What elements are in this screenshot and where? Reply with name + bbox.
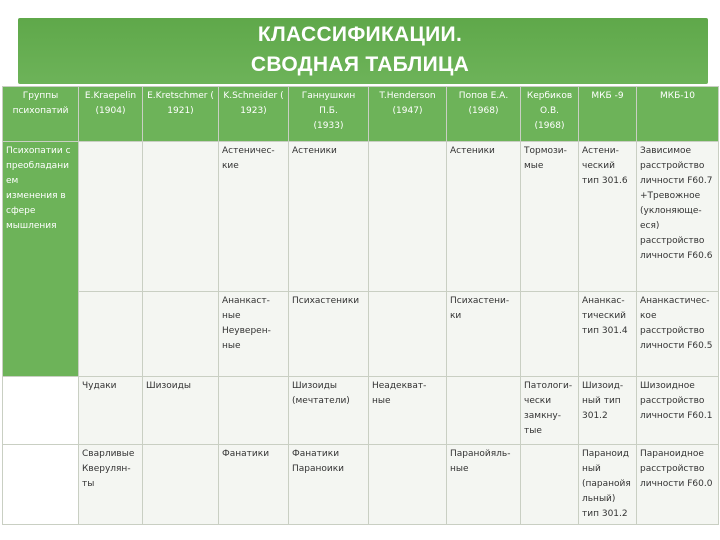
table-cell: Зависимое расстройство личности F60.7 +Тревожное (уклоняюще- еся) расстройство личности F60.6 [637,142,719,292]
col-header-kerbikov: Кербиков О.В. (1968) [521,87,579,142]
table-cell [219,377,289,445]
col-header-icd9: МКБ -9 [579,87,637,142]
table-cell [369,142,447,292]
table-cell: Ананкаст- ные Неуверен- ные [219,292,289,377]
table-cell: Астени- ческий тип 301.6 [579,142,637,292]
table-cell: Неадекват- ные [369,377,447,445]
table-cell: Чудаки [79,377,143,445]
table-cell: Фанатики [219,445,289,525]
table-cell [79,142,143,292]
col-header-icd10: МКБ-10 [637,87,719,142]
table-cell: Астеники [289,142,369,292]
table-row [3,377,719,445]
table-cell: Фанатики Параноики [289,445,369,525]
table-cell [521,445,579,525]
title-line-1: КЛАССИФИКАЦИИ. [257,23,463,46]
classification-table [2,86,719,525]
table-cell [369,445,447,525]
table-cell: Шизоидное расстройство личности F60.1 [637,377,719,445]
table-row [3,445,719,525]
col-header-kraepelin: E.Kraepelin (1904) [79,87,143,142]
table-cell: Ананкастичес- кое расстройство личности F60.5 [637,292,719,377]
col-header-popov: Попов Е.А. (1968) [447,87,521,142]
group-label-cell: Психопатии с преобладани ем изменения в сфере мышления [3,142,79,377]
table-cell [143,445,219,525]
table-cell [369,292,447,377]
table-cell: Патологи- чески замкну- тые [521,377,579,445]
page-title [0,20,720,80]
table-cell: Сварливые Кверулян- ты [79,445,143,525]
table-cell [447,377,521,445]
table-cell: Шизоид- ный тип 301.2 [579,377,637,445]
table-cell: Паранойяль- ные [447,445,521,525]
col-header-kretschmer: E.Kretschmer ( 1921) [143,87,219,142]
table-cell: Астеничес- кие [219,142,289,292]
col-header-gannushkin: Ганнушкин П.Б. (1933) [289,87,369,142]
table-cell: Тормози- мые [521,142,579,292]
table-cell [143,292,219,377]
table-cell: Психастеники [289,292,369,377]
table-cell [521,292,579,377]
col-header-schneider: K.Schneider ( 1923) [219,87,289,142]
col-header-groups: Группы психопатий [3,87,79,142]
table-cell: Астеники [447,142,521,292]
table-cell [3,445,79,525]
table-cell: Психастени- ки [447,292,521,377]
table-cell [79,292,143,377]
table-cell: Ананкас- тический тип 301.4 [579,292,637,377]
table-cell: Параноид ный (паранойя льный) тип 301.2 [579,445,637,525]
table-cell: Шизоиды (мечтатели) [289,377,369,445]
col-header-henderson: T.Henderson (1947) [369,87,447,142]
table-row [3,142,719,292]
table-cell [3,377,79,445]
table-row [3,292,719,377]
table-cell: Параноидное расстройство личности F60.0 [637,445,719,525]
header-row [3,87,719,142]
table-cell [143,142,219,292]
table-cell: Шизоиды [143,377,219,445]
title-line-2: СВОДНАЯ ТАБЛИЦА [250,53,470,76]
